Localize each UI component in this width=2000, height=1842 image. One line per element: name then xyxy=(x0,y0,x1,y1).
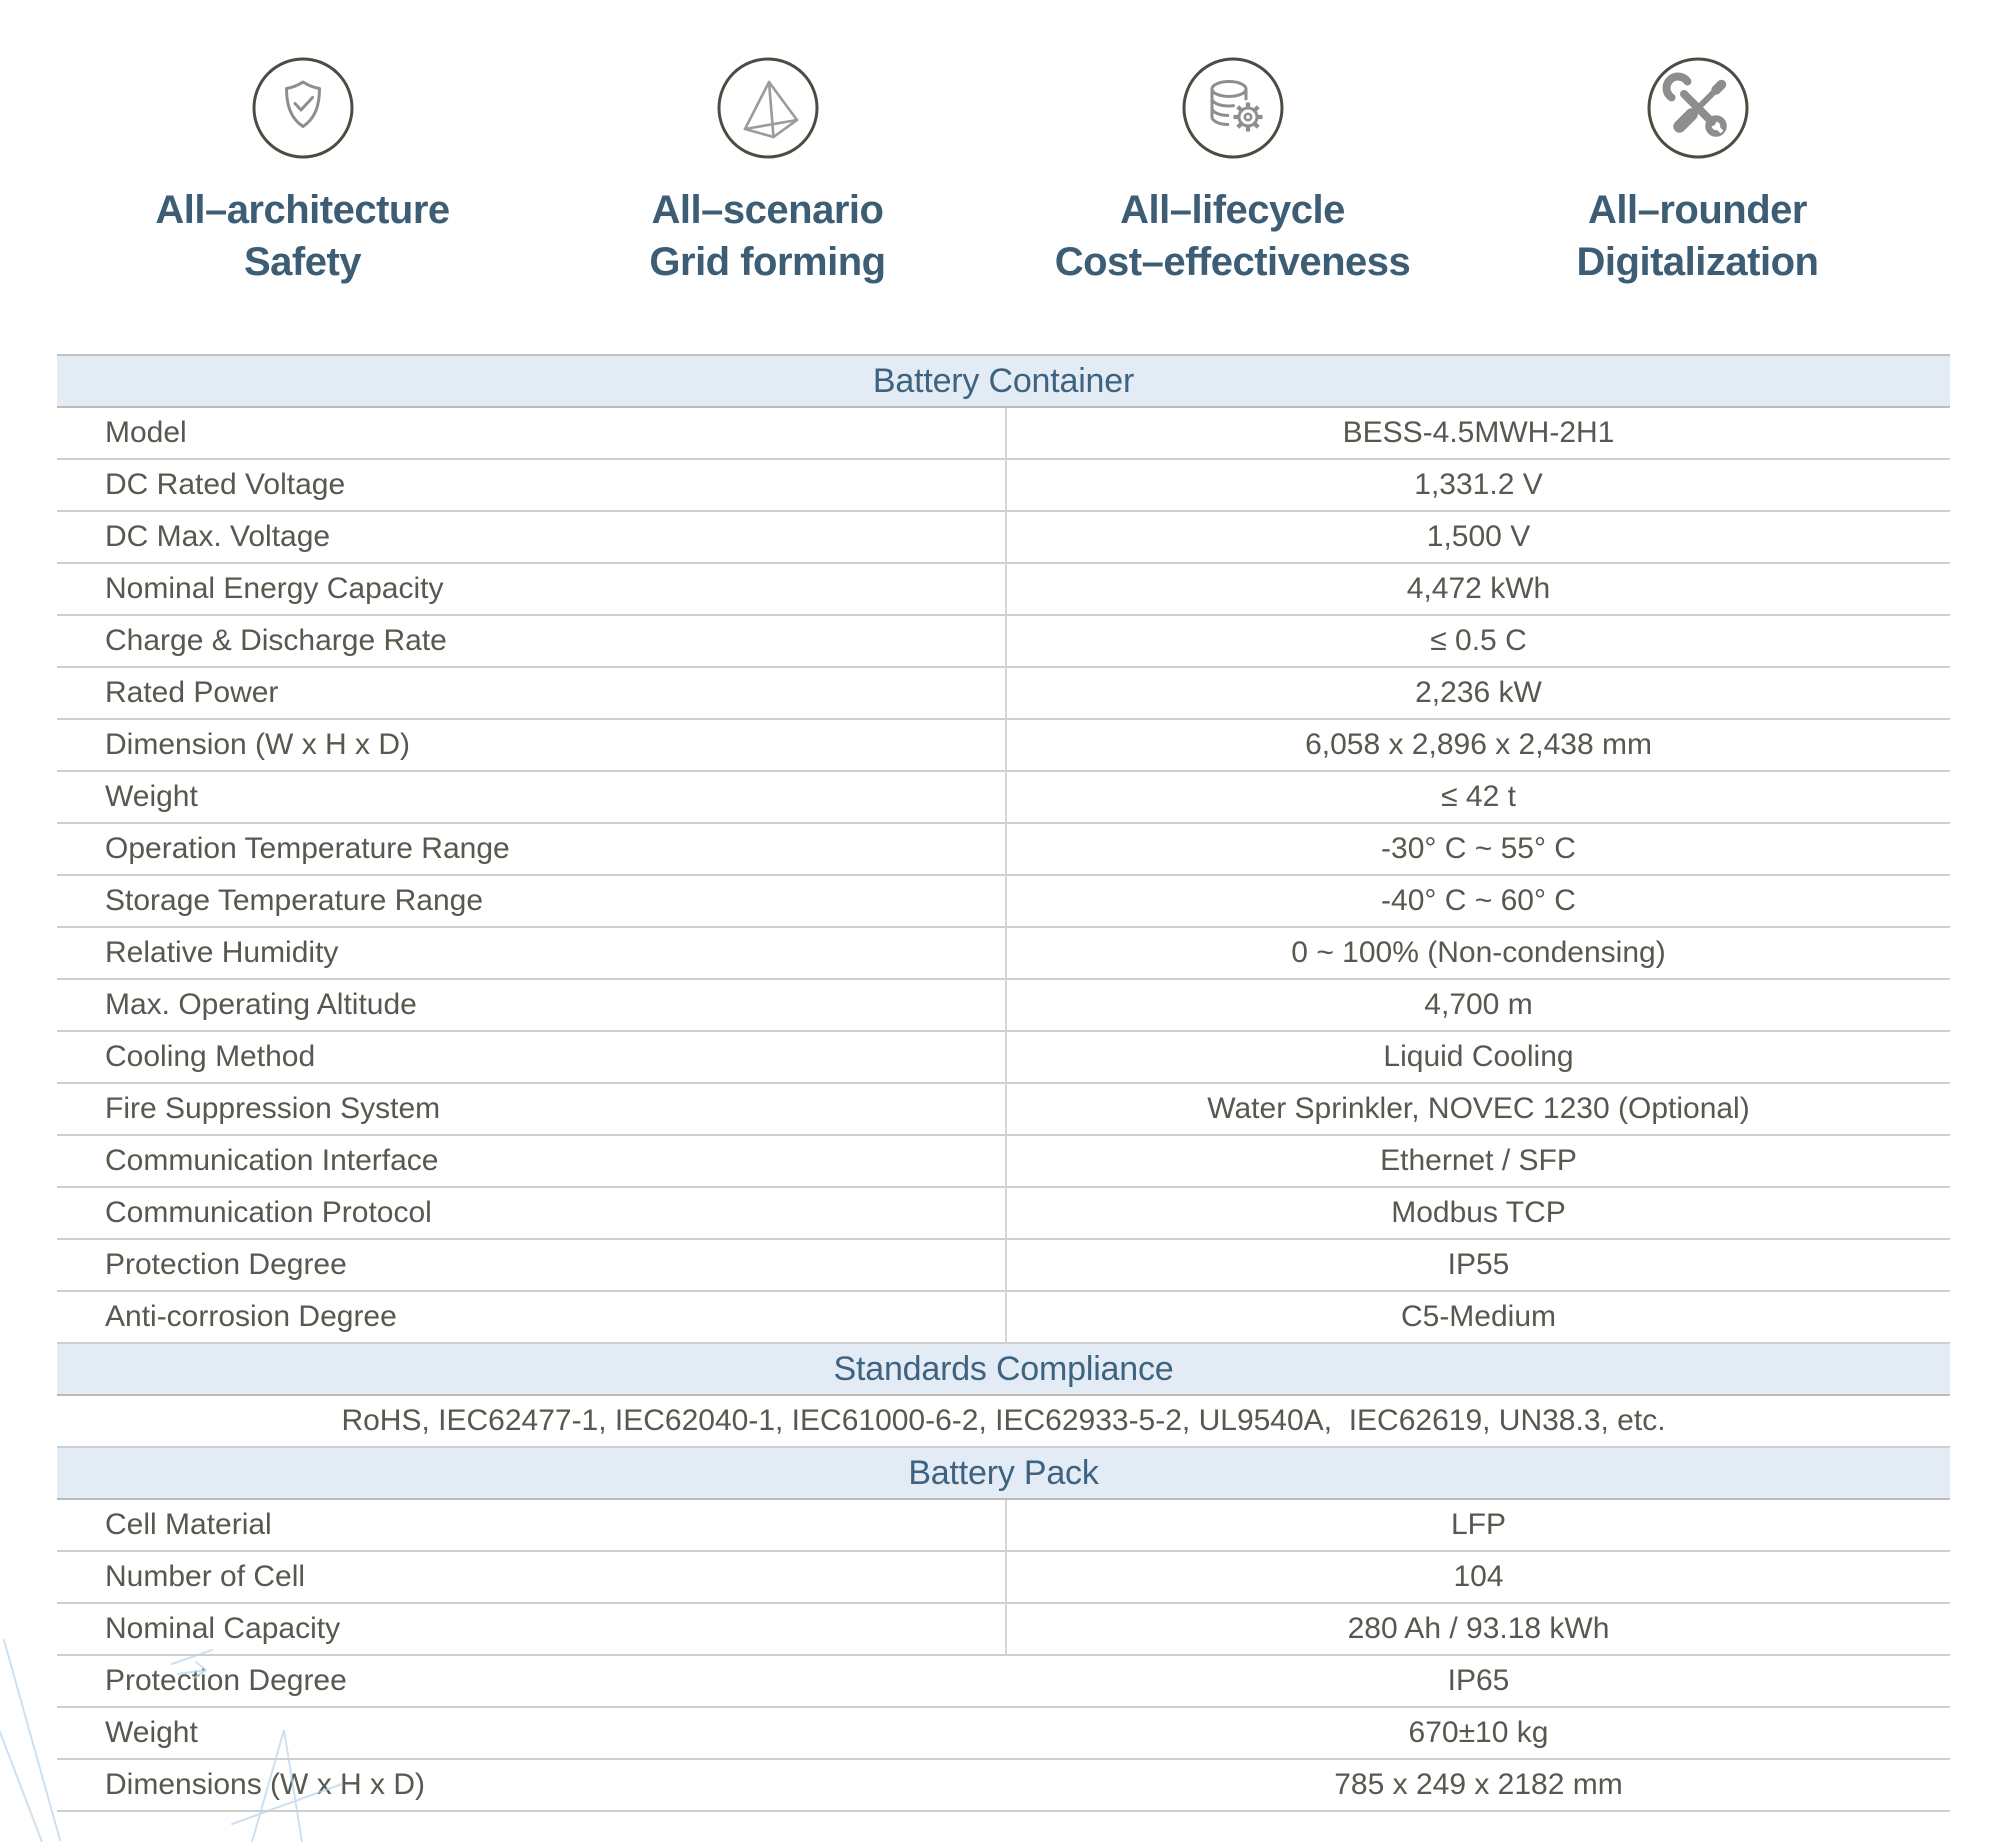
spec-row xyxy=(57,928,1950,980)
spec-value: 670±10 kg xyxy=(1408,1716,1549,1749)
spec-value: 785 x 249 x 2182 mm xyxy=(1334,1768,1623,1801)
spec-label: Fire Suppression System xyxy=(57,1084,1007,1134)
spec-row xyxy=(57,1240,1950,1292)
spec-label: Communication Protocol xyxy=(57,1188,1007,1238)
spec-label: Rated Power xyxy=(57,668,1007,718)
spec-row xyxy=(57,720,1950,772)
spec-label: DC Rated Voltage xyxy=(57,460,1007,510)
spec-row xyxy=(57,980,1950,1032)
spec-row xyxy=(57,824,1950,876)
spec-row xyxy=(57,564,1950,616)
spec-label: Cooling Method xyxy=(57,1032,1007,1082)
spec-row xyxy=(57,1084,1950,1136)
spec-label: Nominal Energy Capacity xyxy=(57,564,1007,614)
spec-label: Cell Material xyxy=(57,1500,1007,1550)
spec-value: Liquid Cooling xyxy=(1383,1040,1574,1073)
spec-label: Max. Operating Altitude xyxy=(57,980,1007,1030)
feature-label-line2: Digitalization xyxy=(1576,240,1819,284)
spec-row xyxy=(57,1500,1950,1552)
feature-label-line1: All–rounder xyxy=(1588,188,1807,232)
spec-label: Operation Temperature Range xyxy=(57,824,1007,874)
spec-value: C5-Medium xyxy=(1400,1300,1557,1333)
spec-row xyxy=(57,408,1950,460)
spec-label: Nominal Capacity xyxy=(57,1604,1007,1654)
feature-label-line2: Grid forming xyxy=(649,240,886,284)
spec-value: ≤ 0.5 C xyxy=(1430,624,1527,657)
feature-label-line2: Safety xyxy=(243,240,362,284)
spec-row xyxy=(57,1552,1950,1604)
spec-value: 2,236 kW xyxy=(1415,676,1542,709)
feature-all-scenario-grid-forming xyxy=(535,56,1000,288)
feature-label xyxy=(1577,184,1819,288)
wrench-screwdriver-icon xyxy=(1646,56,1750,160)
spec-value: 280 Ah / 93.18 kWh xyxy=(1347,1612,1610,1645)
shield-check-icon xyxy=(251,56,355,160)
standards-list: RoHS, IEC62477-1, IEC62040-1, IEC61000-6-2, IEC62933-5-2, UL9540A, IEC62619, UN38.3, etc. xyxy=(57,1396,1950,1448)
spec-value: 4,472 kWh xyxy=(1406,572,1551,605)
spec-value: IP55 xyxy=(1447,1248,1510,1281)
spec-value: -40° C ~ 60° C xyxy=(1381,884,1576,917)
spec-value: ≤ 42 t xyxy=(1441,780,1516,813)
spec-table xyxy=(57,354,1950,1812)
spec-value: 0 ~ 100% (Non-condensing) xyxy=(1291,936,1666,969)
spec-row xyxy=(57,460,1950,512)
feature-all-lifecycle-cost-effectiveness xyxy=(1000,56,1465,288)
spec-value: LFP xyxy=(1450,1508,1507,1541)
feature-label-line1: All–lifecycle xyxy=(1120,188,1345,232)
spec-row xyxy=(57,1032,1950,1084)
grid-pyramid-icon xyxy=(716,56,820,160)
spec-row xyxy=(57,1604,1950,1656)
spec-label: Communication Interface xyxy=(57,1136,1007,1186)
spec-label: Dimension (W x H x D) xyxy=(57,720,1007,770)
feature-label-line1: All–scenario xyxy=(651,188,884,232)
feature-all-rounder-digitalization xyxy=(1465,56,1930,288)
feature-label xyxy=(649,184,885,288)
spec-label: Charge & Discharge Rate xyxy=(57,616,1007,666)
spec-value: Ethernet / SFP xyxy=(1380,1144,1577,1177)
spec-label: Weight xyxy=(57,772,1007,822)
spec-row xyxy=(57,1292,1950,1344)
spec-row xyxy=(57,668,1950,720)
section-title: Battery Container xyxy=(872,361,1135,400)
spec-value: Modbus TCP xyxy=(1391,1196,1566,1229)
spec-label: Protection Degree xyxy=(105,1664,347,1697)
section-header xyxy=(57,1344,1950,1396)
spec-row xyxy=(57,876,1950,928)
spec-value: 1,500 V xyxy=(1426,520,1531,553)
spec-value: 1,331.2 V xyxy=(1414,468,1543,501)
spec-label: Protection Degree xyxy=(57,1240,1007,1290)
feature-label-line1: All–architecture xyxy=(155,188,450,232)
spec-value: IP65 xyxy=(1447,1664,1510,1697)
spec-label: Storage Temperature Range xyxy=(57,876,1007,926)
feature-label xyxy=(155,184,449,288)
feature-label-line2: Cost–effectiveness xyxy=(1054,240,1411,284)
section-header xyxy=(57,356,1950,408)
spec-row xyxy=(57,772,1950,824)
spec-row xyxy=(57,1708,1950,1760)
spec-label: Dimensions (W x H x D) xyxy=(105,1768,426,1801)
spec-row xyxy=(57,512,1950,564)
spec-row xyxy=(57,1136,1950,1188)
section-header xyxy=(57,1448,1950,1500)
spec-label: DC Max. Voltage xyxy=(57,512,1007,562)
spec-label: Anti-corrosion Degree xyxy=(57,1292,1007,1342)
section-title: Battery Pack xyxy=(908,1453,1099,1492)
spec-label: Model xyxy=(57,408,1007,458)
database-gear-icon xyxy=(1181,56,1285,160)
spec-row xyxy=(57,1760,1950,1812)
spec-row xyxy=(57,1188,1950,1240)
spec-row xyxy=(57,616,1950,668)
spec-value: 104 xyxy=(1453,1560,1504,1593)
spec-label: Relative Humidity xyxy=(57,928,1007,978)
section-title: Standards Compliance xyxy=(833,1349,1174,1388)
feature-highlights xyxy=(0,0,2000,288)
spec-value: -30° C ~ 55° C xyxy=(1381,832,1576,865)
spec-value: 4,700 m xyxy=(1424,988,1533,1021)
spec-value: 6,058 x 2,896 x 2,438 mm xyxy=(1305,728,1652,761)
spec-value: BESS-4.5MWH-2H1 xyxy=(1342,416,1615,449)
spec-label: Weight xyxy=(105,1716,198,1749)
spec-value: Water Sprinkler, NOVEC 1230 (Optional) xyxy=(1207,1092,1750,1125)
feature-label xyxy=(1055,184,1411,288)
spec-label: Number of Cell xyxy=(57,1552,1007,1602)
spec-row xyxy=(57,1656,1950,1708)
feature-all-architecture-safety xyxy=(70,56,535,288)
